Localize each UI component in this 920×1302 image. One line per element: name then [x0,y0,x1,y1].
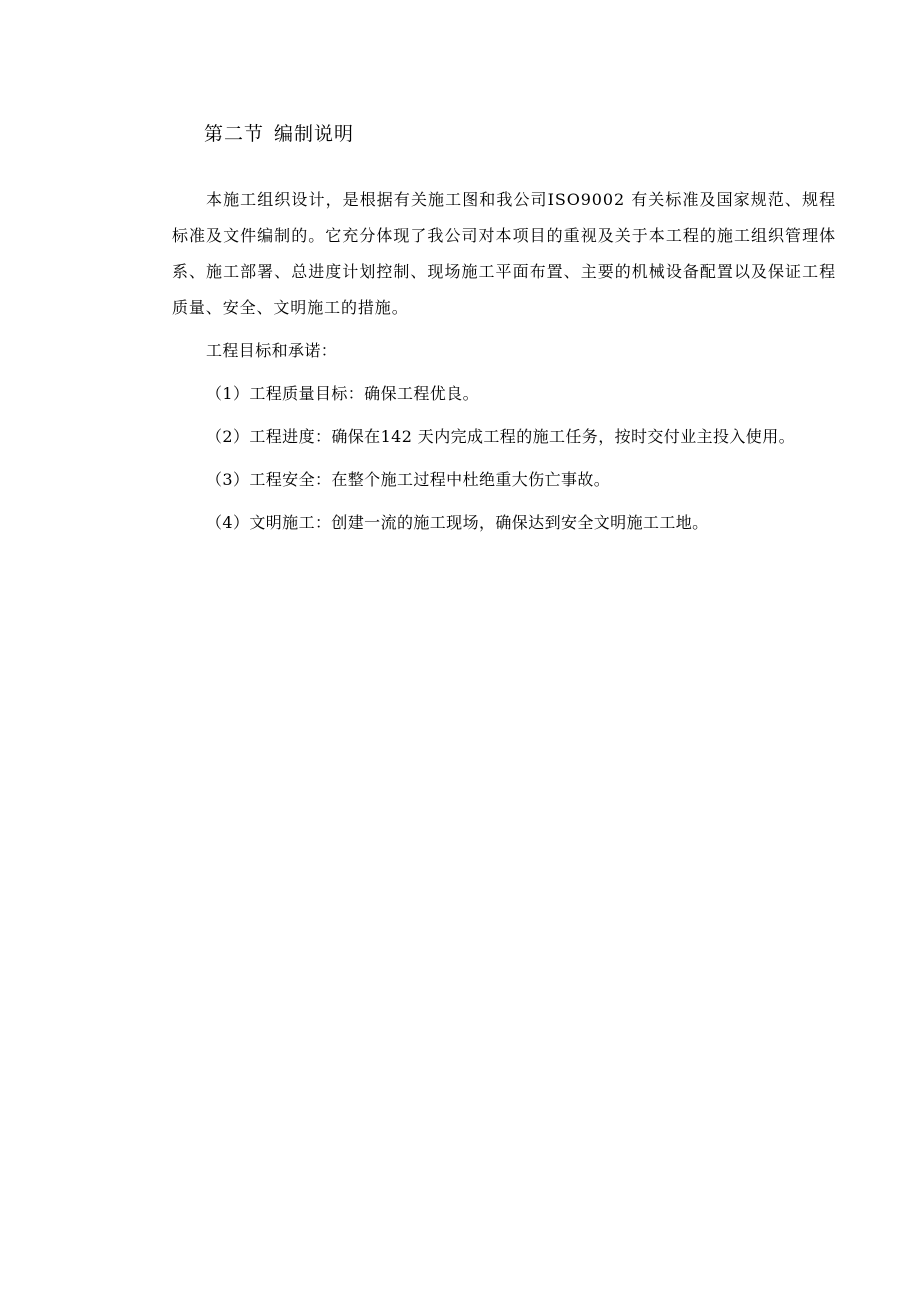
goals-heading: 工程目标和承诺： [206,341,338,360]
section-heading [204,119,354,149]
goal-item-civilized: （4）文明施工：创建一流的施工现场，确保达到安全文明施工工地。 [206,513,709,532]
goal-item-schedule: （2）工程进度：确保在142 天内完成工程的施工任务，按时交付业主投入使用。 [206,427,796,446]
document-body [172,182,836,541]
section-title: 编制说明 [274,123,355,145]
goal-item-quality: （1）工程质量目标：确保工程优良。 [206,384,479,403]
goal-item-safety: （3）工程安全：在整个施工过程中杜绝重大伤亡事故。 [206,470,611,489]
section-number: 第二节 [204,123,265,145]
intro-paragraph: 本施工组织设计，是根据有关施工图和我公司ISO9002 有关标准及国家规范、规程标准及文件编制的。它充分体现了我公司对本项目的重视及关于本工程的施工组织管理体系、施工部署、总进度计划控制、现场施工平面布置、主要的机械设备配置以及保证工程质量、安全、文明施工的措施。 [172,190,836,317]
